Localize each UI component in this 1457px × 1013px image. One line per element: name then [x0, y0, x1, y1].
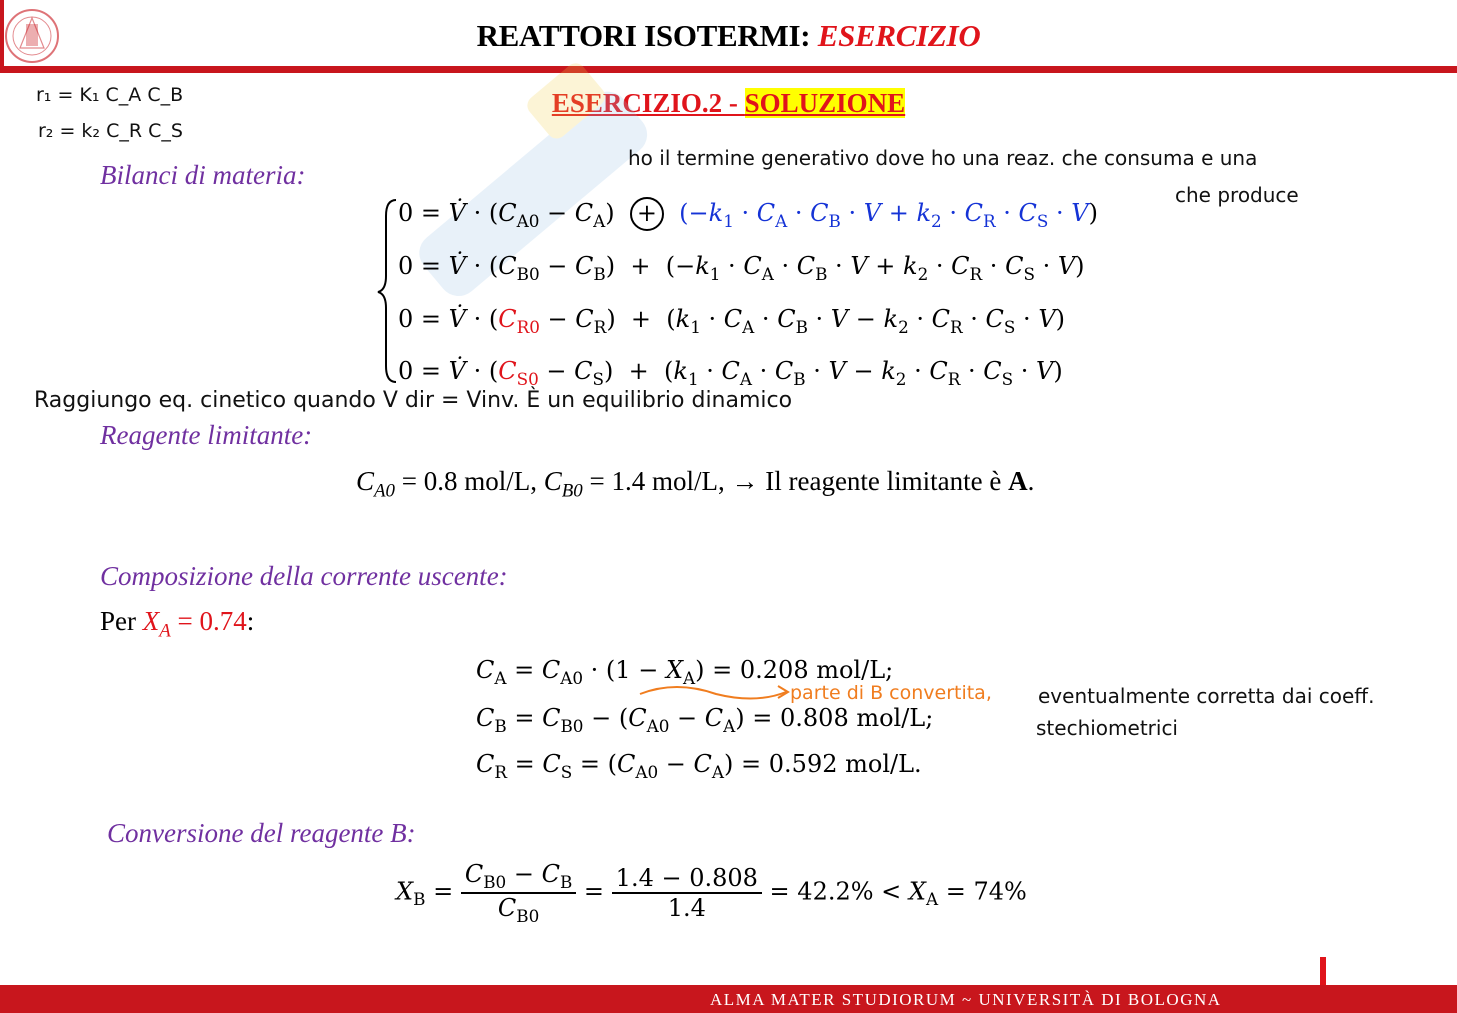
- handwritten-equilibrium-note: Raggiungo eq. cinetico quando V dir = Vinv. È un equilibrio dinamico: [34, 388, 793, 413]
- system-brace: [376, 196, 398, 386]
- xb-equation: $X_B$ = $\frac{C_{B0} - C_B}{C_{B0}}$ = $\frac{1.4 - 0.808}{1.4}$ = $42.2\% < X_A = 74\%$: [396, 860, 1027, 926]
- exercise-subtitle: ESERCIZIO.2 - SOLUZIONE: [551, 88, 906, 118]
- balance-eq-r: 0 = V̇ · $(C_{R0} - C_R) + (k_1 \cdot C_A \cdot C_B \cdot V - k_2 \cdot C_R \cdot C_S \cdot V)$: [398, 305, 1066, 337]
- handwritten-rate-2: r₂ = k₂ C_R C_S: [38, 120, 183, 142]
- conversion-label: Conversione del reagente B:: [107, 818, 416, 848]
- page-title: REATTORI ISOTERMI: ESERCIZIO: [476, 18, 981, 53]
- footer-university-name: ALMA MATER STUDIORUM ~ UNIVERSITÀ DI BOLOGNA: [710, 990, 1222, 1009]
- header-bar: [0, 66, 1457, 73]
- handwritten-converted-b-note: parte di B convertita,: [790, 682, 992, 704]
- orange-arrow-icon: [636, 680, 796, 706]
- balances-label: Bilanci di materia:: [100, 160, 306, 190]
- limiting-statement: $C_{A0} = 0.8$ mol/L, $C_{B0} = 1.4$ mol/L, → Il reagente limitante è A.: [356, 466, 1035, 502]
- handwritten-stoich-note-2: stechiometrici: [1036, 716, 1178, 740]
- handwritten-rate-1: r₁ = K₁ C_A C_B: [36, 84, 184, 106]
- crs-equation: $C_R = C_S = (C_{A0} - C_A) = 0.592$ mol/L.: [476, 750, 922, 782]
- cb-equation: $C_B = C_{B0} - (C_{A0} - C_A) = 0.808$ mol/L;: [476, 704, 934, 736]
- handwritten-generative-note-2: che produce: [1175, 183, 1299, 207]
- balance-eq-b: 0 = V̇ · $(C_{B0} - C_B) + (-k_1 \cdot C_A \cdot C_B \cdot V + k_2 \cdot C_R \cdot C_S \cdot V)$: [398, 252, 1085, 284]
- handwritten-stoich-note: eventualmente corretta dai coeff.: [1038, 684, 1375, 708]
- composition-label: Composizione della corrente uscente:: [100, 561, 508, 591]
- balance-eq-s: 0 = V̇ · $(C_{S0} - C_S) + (k_1 \cdot C_A \cdot C_B \cdot V - k_2 \cdot C_R \cdot C_S \cdot V)$: [398, 357, 1063, 389]
- handwritten-generative-note: ho il termine generativo dove ho una reaz. che consuma e una: [628, 146, 1258, 170]
- limiting-label: Reagente limitante:: [100, 420, 313, 450]
- ca-equation: $C_A = C_{A0} \cdot (1 - X_A) = 0.208$ mol/L;: [476, 656, 894, 688]
- per-xa-line: Per $X_A = 0.74$:: [100, 606, 255, 642]
- balance-eq-a: 0 = V̇ · $(C_{A0} - C_A) + (-k_1 \cdot C_A \cdot C_B \cdot V + k_2 \cdot C_R \cdot C_S \cdot V)$: [398, 199, 1099, 231]
